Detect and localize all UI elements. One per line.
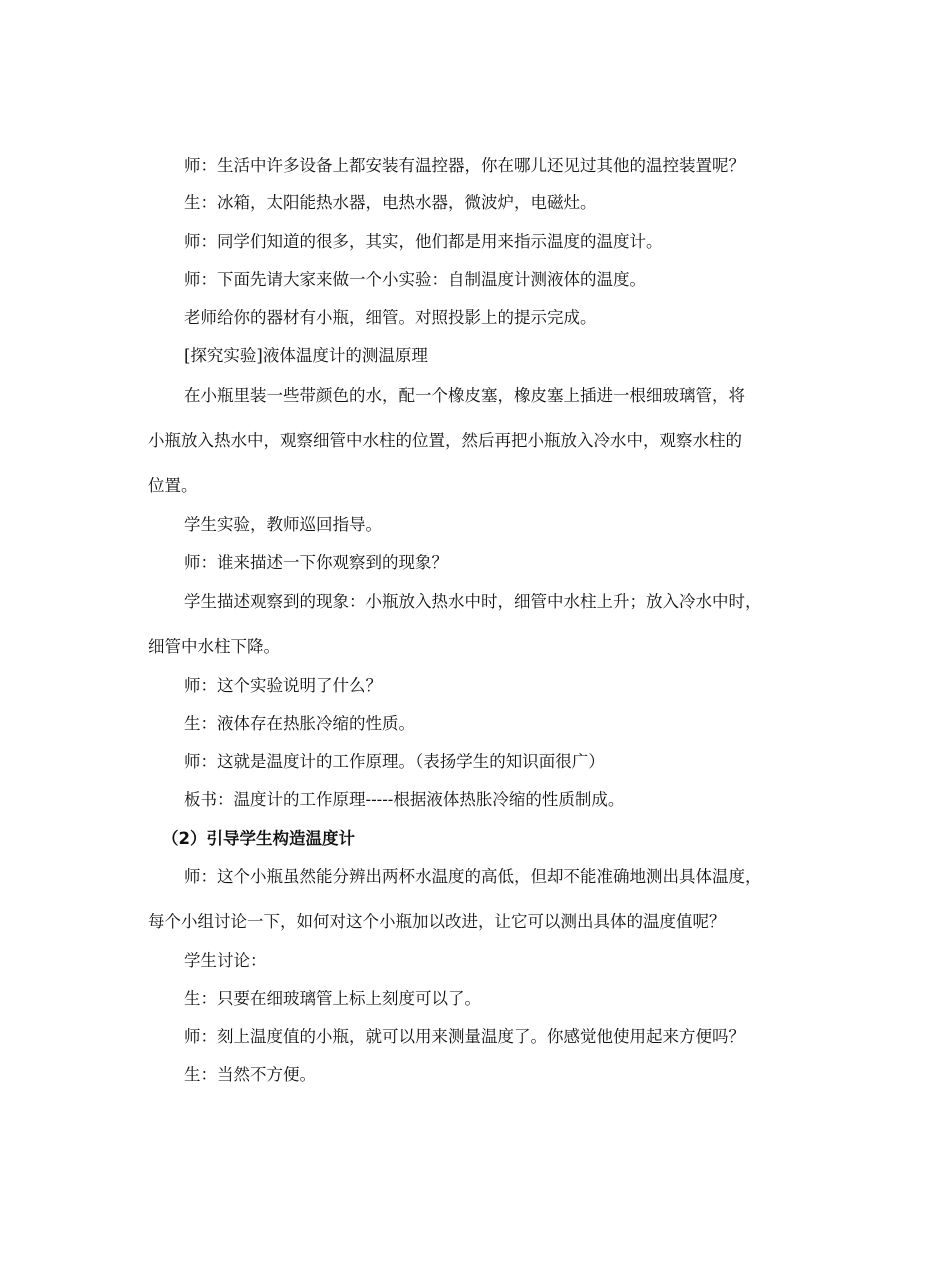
paragraph-line: 师：同学们知道的很多，其实，他们都是用来指示温度的温度计。 xyxy=(184,232,663,251)
paragraph-line: 位置。 xyxy=(148,476,198,495)
paragraph-line: 学生描述观察到的现象：小瓶放入热水中时，细管中水柱上升；放入冷水中时， xyxy=(184,592,762,611)
paragraph-line: 生：只要在细玻璃管上标上刻度可以了。 xyxy=(184,989,481,1008)
paragraph-line: 生：液体存在热胀冷缩的性质。 xyxy=(184,714,415,733)
paragraph-line: 细管中水柱下降。 xyxy=(148,637,280,656)
paragraph-line: 师：生活中许多设备上都安装有温控器，你在哪儿还见过其他的温控装置呢？ xyxy=(184,156,745,175)
paragraph-line: 小瓶放入热水中，观察细管中水柱的位置，然后再把小瓶放入冷水中，观察水柱的 xyxy=(148,431,742,450)
paragraph-line: 师：刻上温度值的小瓶，就可以用来测量温度了。你感觉他使用起来方便吗？ xyxy=(184,1027,745,1046)
paragraph-line: 师：这个小瓶虽然能分辨出两杯水温度的高低，但却不能准确地测出具体温度， xyxy=(184,867,762,886)
paragraph-line: 在小瓶里装一些带颜色的水，配一个橡皮塞，橡皮塞上插进一根细玻璃管，将 xyxy=(184,386,745,405)
paragraph-line: 师：这个实验说明了什么？ xyxy=(184,676,382,695)
paragraph-line: 师：下面先请大家来做一个小实验：自制温度计测液体的温度。 xyxy=(184,270,646,289)
paragraph-line: 师：谁来描述一下你观察到的现象？ xyxy=(184,553,448,572)
paragraph-line: 学生讨论： xyxy=(184,951,267,970)
section-heading: （2）引导学生构造温度计 xyxy=(162,829,355,848)
paragraph-line: 老师给你的器材有小瓶，细管。对照投影上的提示完成。 xyxy=(184,308,597,327)
paragraph-line: 每个小组讨论一下，如何对这个小瓶加以改进，让它可以测出具体的温度值呢？ xyxy=(148,912,726,931)
paragraph-line: 学生实验，教师巡回指导。 xyxy=(184,515,382,534)
paragraph-line: 板书：温度计的工作原理-----根据液体热胀冷缩的性质制成。 xyxy=(184,790,625,809)
paragraph-line: 生：冰箱，太阳能热水器，电热水器，微波炉，电磁灶。 xyxy=(184,193,597,212)
paragraph-line: 生：当然不方便。 xyxy=(184,1065,316,1084)
paragraph-line: 师：这就是温度计的工作原理。（表扬学生的知识面很广） xyxy=(184,752,605,771)
section-label: [探究实验]液体温度计的测温原理 xyxy=(184,346,428,365)
